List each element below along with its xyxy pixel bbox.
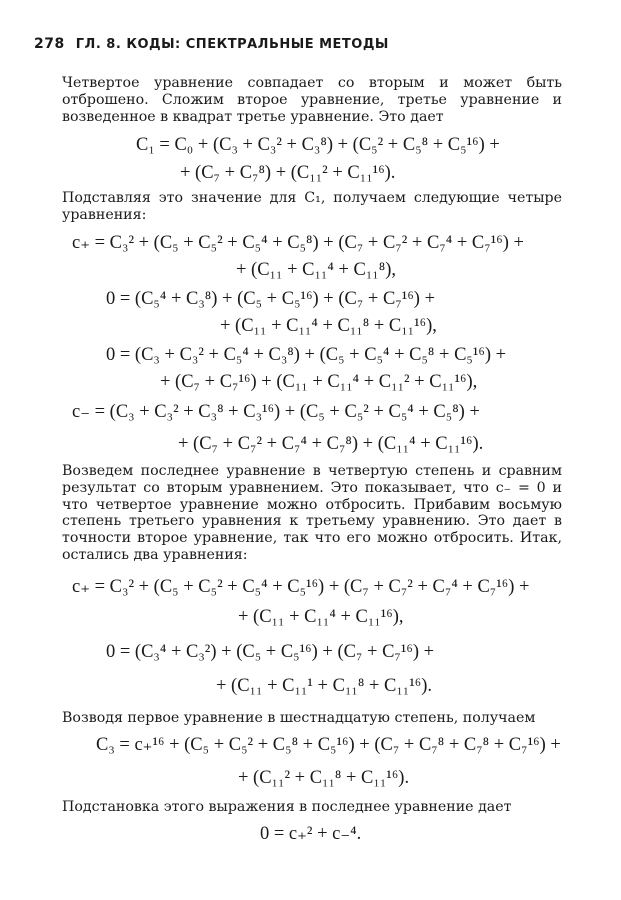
equation-cplus-line1: c₊ = C₃² + (C₅ + C₅² + C₅⁴ + C₅⁸) + (C₇ + C₇² + C₇⁴ + C₇¹⁶) + [72, 233, 524, 253]
equation-zero2-line1: 0 = (C₃ + C₃² + C₅⁴ + C₃⁸) + (C₅ + C₅⁴ + C₅⁸ + C₅¹⁶) + [106, 345, 507, 365]
equation-cminus-line1: c₋ = (C₃ + C₃² + C₃⁸ + C₃¹⁶) + (C₅ + C₅² + C₅⁴ + C₅⁸) + [72, 402, 480, 422]
chapter-title: ГЛ. 8. КОДЫ: СПЕКТРАЛЬНЫЕ МЕТОДЫ [75, 37, 389, 52]
equation-zero1-line2: + (C₁₁ + C₁₁⁴ + C₁₁⁸ + C₁₁¹⁶), [220, 316, 437, 336]
paragraph-3: Возведем последнее уравнение в четвертую степень и сравним результат со вторым уравнением. Это показывает, что c₋ = 0 и что четвертое уравнение можно отбросить. Прибавим восьмую степень третьего уравнения к третьему уравнению. Это дает в точности второе уравнение, так что его можно отбросить. Итак, остались два уравнения: [62, 463, 562, 563]
equation-c1-line2: + (C₇ + C₇⁸) + (C₁₁² + C₁₁¹⁶). [180, 163, 396, 183]
equation-zero3-line1: 0 = (C₃⁴ + C₃²) + (C₅ + C₅¹⁶) + (C₇ + C₇¹⁶) + [106, 642, 435, 662]
paragraph-2: Подставляя это значение для C₁, получаем следующие четыре уравнения: [62, 190, 562, 223]
equation-c3-line1: C₃ = c₊¹⁶ + (C₅ + C₅² + C₅⁸ + C₅¹⁶) + (C₇ + C₇⁸ + C₇⁸ + C₇¹⁶) + [96, 735, 561, 755]
equation-cminus-line2: + (C₇ + C₇² + C₇⁴ + C₇⁸) + (C₁₁⁴ + C₁₁¹⁶). [178, 434, 484, 454]
equation-zero1-line1: 0 = (C₅⁴ + C₃⁸) + (C₅ + C₅¹⁶) + (C₇ + C₇¹⁶) + [106, 289, 435, 309]
equation-c1-line1: C₁ = C₀ + (C₃ + C₃² + C₃⁸) + (C₅² + C₅⁸ + C₅¹⁶) + [136, 135, 500, 155]
equation-cplus2-line2: + (C₁₁ + C₁₁⁴ + C₁₁¹⁶), [238, 607, 404, 627]
paragraph-1: Четвертое уравнение совпадает со вторым и может быть отброшено. Сложим второе уравнение, третье уравнение и возведенное в квадрат третье уравнение. Это дает [62, 75, 562, 125]
equation-zero2-line2: + (C₇ + C₇¹⁶) + (C₁₁ + C₁₁⁴ + C₁₁² + C₁₁¹⁶), [160, 372, 478, 392]
equation-c3-line2: + (C₁₁² + C₁₁⁸ + C₁₁¹⁶). [238, 768, 410, 788]
page-number: 278 [34, 36, 65, 52]
page-header [34, 36, 389, 52]
equation-cplus-line2: + (C₁₁ + C₁₁⁴ + C₁₁⁸), [236, 260, 396, 280]
equation-cplus2-line1: c₊ = C₃² + (C₅ + C₅² + C₅⁴ + C₅¹⁶) + (C₇ + C₇² + C₇⁴ + C₇¹⁶) + [72, 577, 530, 597]
paragraph-4: Возводя первое уравнение в шестнадцатую степень, получаем [62, 710, 536, 726]
equation-zero3-line2: + (C₁₁ + C₁₁¹ + C₁₁⁸ + C₁₁¹⁶). [216, 676, 433, 696]
paragraph-5: Подстановка этого выражения в последнее уравнение дает [62, 799, 512, 815]
equation-final: 0 = c₊² + c₋⁴. [260, 824, 362, 844]
